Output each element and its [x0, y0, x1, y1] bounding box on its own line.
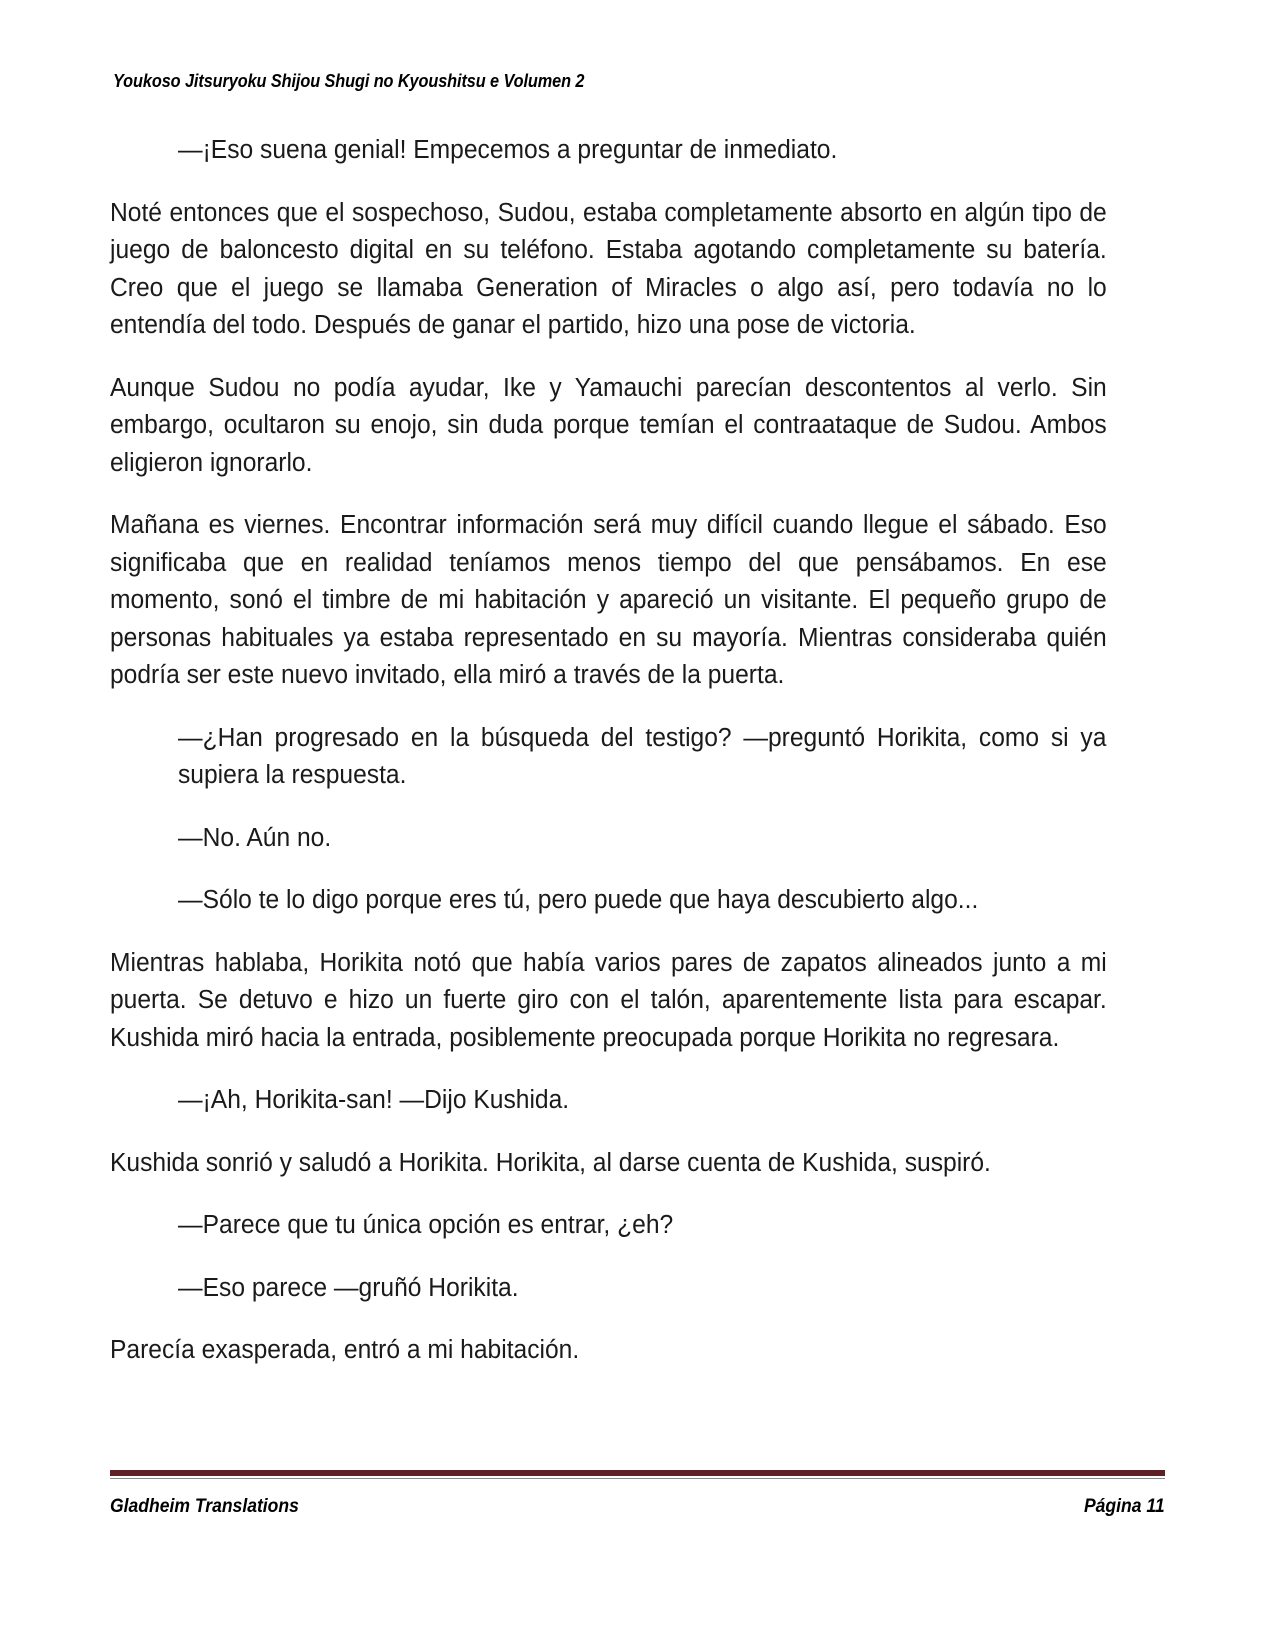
paragraph-p5: —¿Han progresado en la búsqueda del testigo? —preguntó Horikita, como si ya supiera la respuesta. — [178, 723, 1107, 789]
running-header — [113, 70, 1162, 96]
paragraph-p7: —Sólo te lo digo porque eres tú, pero puede que haya descubierto algo... — [178, 886, 979, 914]
paragraph-p1: —¡Eso suena genial! Empecemos a preguntar de inmediato. — [178, 136, 838, 164]
paragraph-p4: Mañana es viernes. Encontrar información será muy difícil cuando llegue el sábado. Eso significaba que en realidad teníamos menos tiempo del que pensábamos. En ese momento, sonó el timbre de mi habitación y apareció un visitante. El pequeño grupo de personas habituales ya estaba representado en su mayoría. Mientras consideraba quién podría ser este nuevo invitado, ella miró a través de la puerta. — [110, 511, 1107, 689]
paragraph-p13: Parecía exasperada, entró a mi habitación. — [110, 1336, 580, 1364]
footer-row — [110, 1495, 1165, 1518]
paragraph-p3: Aunque Sudou no podía ayudar, Ike y Yamauchi parecían descontentos al verlo. Sin embargo, ocultaron su enojo, sin duda porque temían el contraataque de Sudou. Ambos eligieron ignorarlo. — [110, 373, 1107, 477]
paragraph-p8: Mientras hablaba, Horikita notó que había varios pares de zapatos alineados junto a mi puerta. Se detuvo e hizo un fuerte giro con el talón, aparentemente lista para escapar. Kushida miró hacia la entrada, posiblemente preocupada porque Horikita no regresara. — [110, 948, 1107, 1052]
paragraph-p12: —Eso parece —gruñó Horikita. — [178, 1273, 519, 1302]
paragraph-p11: —Parece que tu única opción es entrar, ¿eh? — [178, 1211, 674, 1239]
paragraph-p10: Kushida sonrió y saludó a Horikita. Horikita, al darse cuenta de Kushida, suspiró. — [110, 1148, 991, 1177]
footer-page-number: Página 11 — [1084, 1495, 1165, 1517]
paragraph-p9: —¡Ah, Horikita-san! —Dijo Kushida. — [178, 1086, 570, 1114]
footer-divider-thin — [110, 1478, 1165, 1479]
paragraph-p6: —No. Aún no. — [178, 823, 332, 852]
page-body — [110, 132, 1107, 1395]
page-footer — [110, 1470, 1165, 1518]
footer-translator-credit: Gladheim Translations — [110, 1495, 299, 1517]
paragraph-p2: Noté entonces que el sospechoso, Sudou, estaba completamente absorto en algún tipo de juego de baloncesto digital en su teléfono. Estaba agotando completamente su batería. Creo que el juego se llamaba Generation of Miracles o algo así, pero todavía no lo entendía del todo. Después de ganar el partido, hizo una pose de victoria. — [110, 198, 1107, 339]
running-header-title: Youkoso Jitsuryoku Shijou Shugi no Kyoushitsu e Volumen 2 — [113, 70, 585, 91]
